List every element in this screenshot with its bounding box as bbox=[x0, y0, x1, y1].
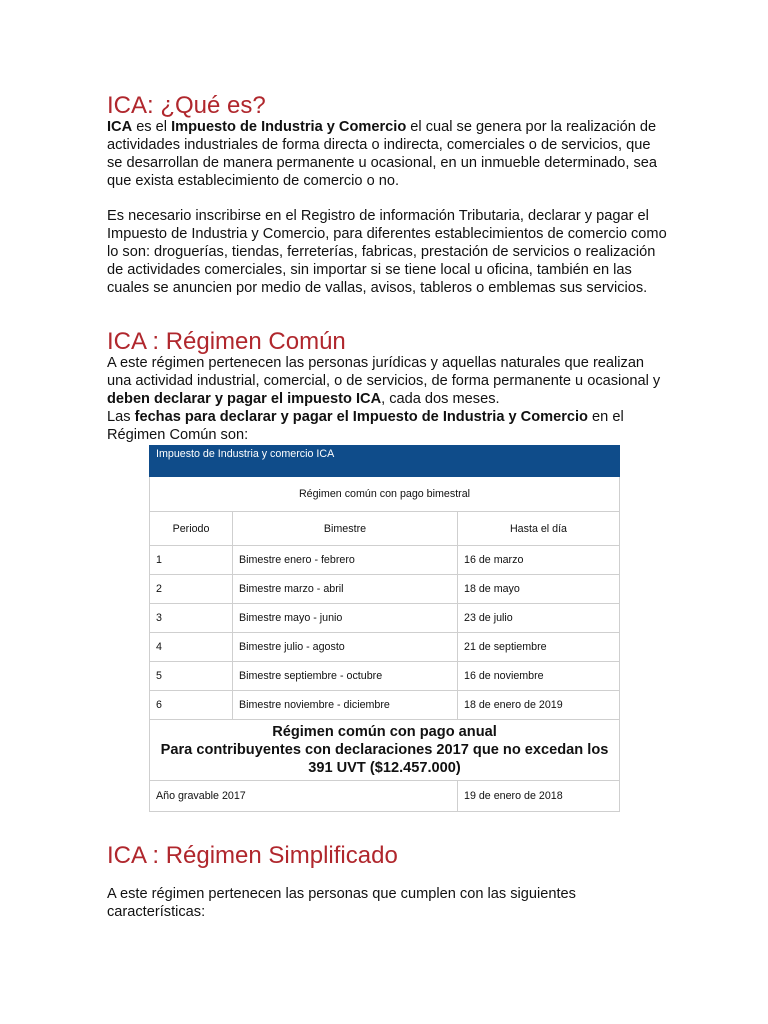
annual-regime-condition: Para contribuyentes con declaraciones 2017 que no excedan los 391 UVT ($12.457.000) bbox=[160, 742, 609, 776]
paragraph-inscripcion: Es necesario inscribirse en el Registro de información Tributaria, declarar y pagar el Impuesto de Industria y Comercio, para diferentes establecimientos de comercio como lo son: droguerías, tiendas, ferreterías, fabricas, prestación de servicios o realización de actividades comerciales, sin importar si se tiene local u oficina, también en las cuales se anuncien por medio de vallas, avisos, tableros o emblemas sus servicios. bbox=[107, 208, 667, 296]
heading-regimen-comun: ICA : Régimen Común bbox=[107, 328, 346, 355]
column-header-hasta: Hasta el día bbox=[458, 512, 620, 546]
cell-bimestre: Bimestre noviembre - diciembre bbox=[233, 691, 458, 720]
cell-bimestre: Bimestre mayo - junio bbox=[233, 604, 458, 633]
ica-term: ICA bbox=[107, 119, 133, 135]
text-span: es el bbox=[132, 119, 172, 135]
cell-periodo: 4 bbox=[150, 633, 233, 662]
cell-bimestre: Bimestre enero - febrero bbox=[233, 546, 458, 575]
table-row bbox=[150, 691, 620, 720]
cell-year-date: 19 de enero de 2018 bbox=[458, 781, 620, 812]
cell-periodo: 5 bbox=[150, 662, 233, 691]
annual-regime-title: Régimen común con pago anual bbox=[272, 724, 497, 740]
table-subtitle: Régimen común con pago bimestral bbox=[150, 477, 620, 512]
text-span: Las bbox=[107, 409, 135, 425]
cell-fecha: 16 de marzo bbox=[458, 546, 620, 575]
table-row bbox=[150, 633, 620, 662]
cell-bimestre: Bimestre julio - agosto bbox=[233, 633, 458, 662]
cell-periodo: 2 bbox=[150, 575, 233, 604]
table-row bbox=[150, 546, 620, 575]
cell-periodo: 3 bbox=[150, 604, 233, 633]
table-title: Impuesto de Industria y comercio ICA bbox=[150, 446, 620, 477]
table-row bbox=[150, 662, 620, 691]
cell-fecha: 18 de mayo bbox=[458, 575, 620, 604]
cell-bimestre: Bimestre septiembre - octubre bbox=[233, 662, 458, 691]
table-row bbox=[150, 781, 620, 812]
table-subtitle-row bbox=[150, 477, 620, 512]
cell-periodo: 1 bbox=[150, 546, 233, 575]
heading-regimen-simplificado: ICA : Régimen Simplificado bbox=[107, 842, 398, 869]
paragraph-regimen-simplificado: A este régimen pertenecen las personas que cumplen con las siguientes características: bbox=[107, 886, 576, 920]
cell-year-label: Año gravable 2017 bbox=[150, 781, 458, 812]
text-span: en el Régimen Común son: bbox=[107, 409, 624, 443]
table-row bbox=[150, 604, 620, 633]
heading-que-es: ICA: ¿Qué es? bbox=[107, 92, 266, 119]
paragraph-definition bbox=[107, 118, 667, 190]
table-header-row bbox=[150, 512, 620, 546]
cell-fecha: 21 de septiembre bbox=[458, 633, 620, 662]
column-header-bimestre: Bimestre bbox=[233, 512, 458, 546]
paragraph-regimen-comun bbox=[107, 354, 667, 444]
bold-text: fechas para declarar y pagar el Impuesto de Industria y Comercio bbox=[134, 409, 588, 425]
cell-fecha: 23 de julio bbox=[458, 604, 620, 633]
cell-fecha: 18 de enero de 2019 bbox=[458, 691, 620, 720]
bold-text: deben declarar y pagar el impuesto ICA bbox=[107, 391, 382, 407]
impuesto-term: Impuesto de Industria y Comercio bbox=[171, 119, 407, 135]
column-header-periodo: Periodo bbox=[150, 512, 233, 546]
cell-periodo: 6 bbox=[150, 691, 233, 720]
text-span: el cual se genera por la realización de actividades industriales de forma directa o indirecta, comerciales o de servicios, que se desarrollan de manera permanente u ocasional, en un inmueble determinado, sea que exista establecimiento de comercio o no. bbox=[107, 119, 658, 189]
text-span: A este régimen pertenecen las personas jurídicas y aquellas naturales que realizan una actividad industrial, comercial, o de servicios, de forma permanente u ocasional y bbox=[107, 355, 661, 389]
annual-regime-row bbox=[150, 720, 620, 781]
cell-fecha: 16 de noviembre bbox=[458, 662, 620, 691]
table-title-row bbox=[150, 446, 620, 477]
text-span: , cada dos meses. bbox=[381, 391, 500, 407]
ica-dates-table bbox=[149, 445, 620, 812]
annual-regime-cell bbox=[150, 720, 620, 781]
table-row bbox=[150, 575, 620, 604]
cell-bimestre: Bimestre marzo - abril bbox=[233, 575, 458, 604]
